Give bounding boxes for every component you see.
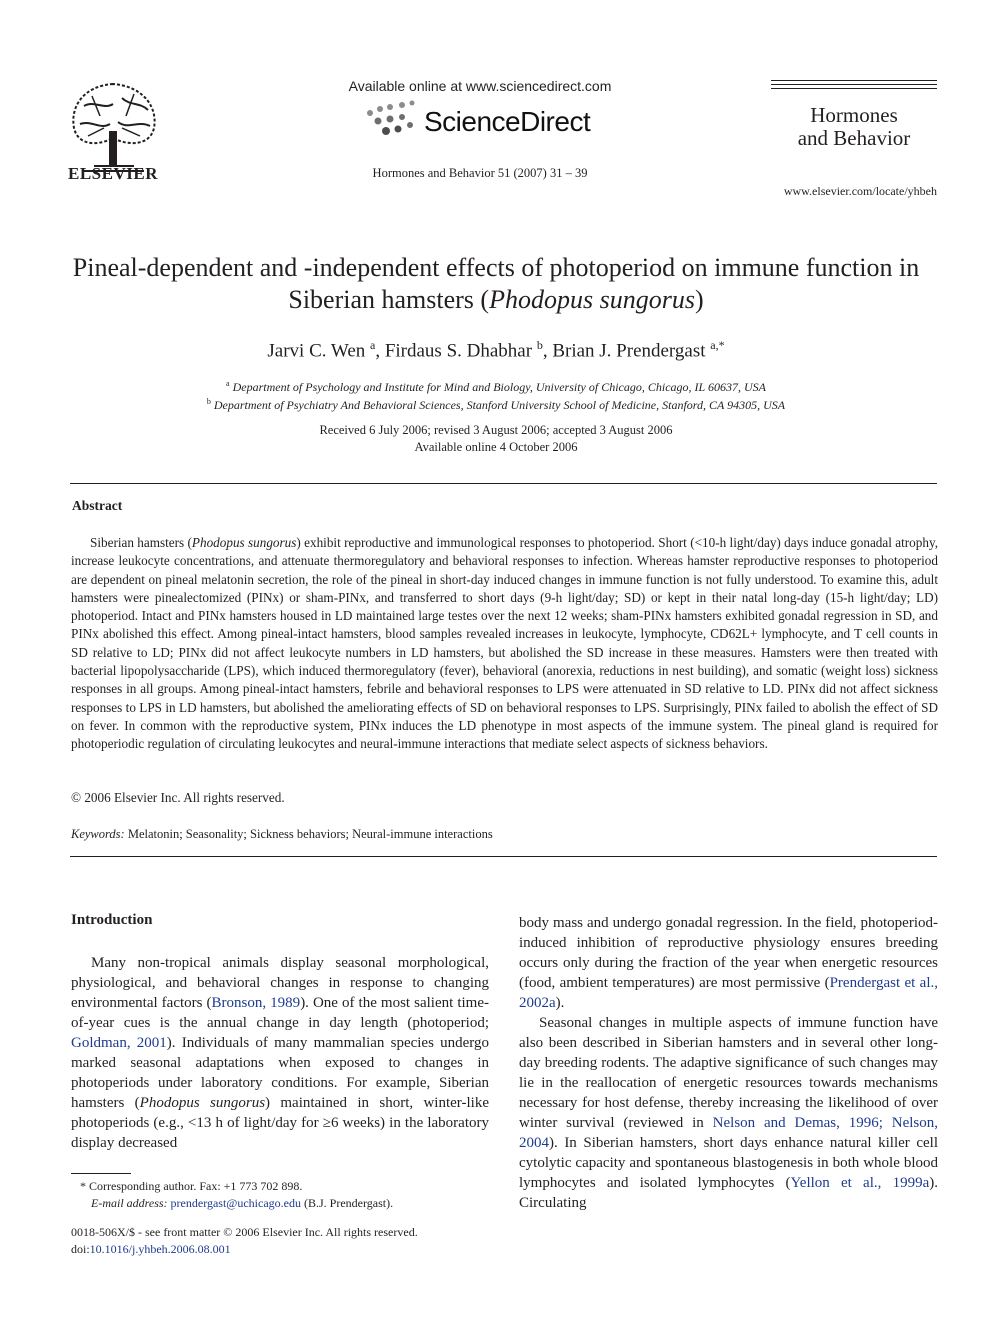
body-text: Many non-tropical animals display seasonal morphological, physiological, and behavioral changes in response to changing environmental factors ( xyxy=(71,955,489,1011)
body-text: ). Individuals of many mammalian species undergo marked seasonal adaptations when exposed to changes in photoperiods under laboratory conditions. For example, Siberian hamsters ( xyxy=(71,1035,489,1111)
author-affiliation-mark: a,* xyxy=(710,338,725,352)
citation-link[interactable]: Nelson and Demas, 1996; Nelson, 2004 xyxy=(519,1115,938,1151)
author-affiliation-mark: a xyxy=(370,338,376,352)
body-text: body mass and undergo gonadal regression. In the field, photoperiod-induced inhibition of reproductive physiology ensures breeding occurs only during the fraction of the year when energetic resources (food, ambient temperatures) are most permissive ( xyxy=(519,915,938,991)
affiliation-text: Department of Psychology and Institute for Mind and Biology, University of Chicago, Chicago, IL 60637, USA xyxy=(232,380,766,394)
abstract-body xyxy=(71,534,938,754)
citation-link[interactable]: Bronson, 1989 xyxy=(211,995,301,1011)
abstract-copyright: © 2006 Elsevier Inc. All rights reserved. xyxy=(71,790,285,805)
keywords-list: Melatonin; Seasonality; Sickness behaviors; Neural-immune interactions xyxy=(127,827,493,841)
corresponding-author-note: * Corresponding author. Fax: +1 773 702 898. xyxy=(80,1179,303,1193)
title-text-2: ) xyxy=(694,285,704,314)
affiliation-text: Department of Psychiatry And Behavioral Sciences, Stanford University School of Medicine, Stanford, CA 94305, USA xyxy=(213,398,786,412)
citation-link[interactable]: Yellon et al., 1999a xyxy=(790,1175,930,1191)
body-text: ). xyxy=(555,995,565,1011)
journal-citation: Hormones and Behavior 51 (2007) 31 – 39 xyxy=(372,166,588,180)
citation-link[interactable]: Goldman, 2001 xyxy=(71,1035,167,1051)
keywords xyxy=(71,827,493,842)
journal-url[interactable]: www.elsevier.com/locate/yhbeh xyxy=(783,184,937,198)
body-species: Phodopus sungorus xyxy=(139,1095,266,1111)
email-suffix: (B.J. Prendergast). xyxy=(301,1196,394,1210)
abstract-text: Siberian hamsters ( xyxy=(90,535,192,550)
doi-line xyxy=(71,1242,231,1257)
footnote-rule xyxy=(71,1173,131,1174)
available-online-text: Available online at www.sciencedirect.com xyxy=(348,78,612,94)
body-text: ). In Siberian hamsters, short days enhance natural killer cell cytolytic capacity and spontaneous blastogenesis in both whole blood lymphocytes and isolated lymphocytes ( xyxy=(519,1135,938,1191)
author-name[interactable]: Jarvi C. Wen xyxy=(267,340,366,362)
body-column-left xyxy=(71,953,489,1153)
sciencedirect-dots-icon xyxy=(364,99,424,139)
article-title xyxy=(60,252,932,316)
title-text-1: Pineal-dependent and -independent effects of photoperiod on immune function in Siberian hamsters ( xyxy=(72,253,920,314)
front-matter-note: 0018-506X/$ - see front matter © 2006 Elsevier Inc. All rights reserved. xyxy=(71,1225,418,1239)
body-text: ) maintained in short, winter-like photoperiods (e.g., <13 h of light/day for ≥6 weeks) in the laboratory display decreased xyxy=(71,1095,489,1151)
body-text: ). One of the most salient time-of-year cues is the annual change in day length (photoperiod; xyxy=(71,995,489,1031)
journal-title-line1: Hormones xyxy=(810,103,898,127)
journal-title-rules xyxy=(771,80,937,92)
affiliation xyxy=(60,397,932,413)
publisher-logo-word: ELSEVIER xyxy=(68,164,158,183)
received-dates: Received 6 July 2006; revised 3 August 2006; accepted 3 August 2006 xyxy=(319,423,673,437)
body-text: Seasonal changes in multiple aspects of immune function have also been described in Siberian hamsters and in several other long-day breeding rodents. The adaptive significance of such changes may lie in the reallocation of energetic resources towards mechanisms necessary for host defense, thereby increasing the likelihood of over winter survival (reviewed in xyxy=(519,1015,938,1131)
author-name[interactable]: Brian J. Prendergast xyxy=(552,340,706,362)
email-label: E-mail address: xyxy=(91,1196,168,1210)
body-paragraph xyxy=(519,913,938,1013)
keywords-label: Keywords: xyxy=(71,827,125,841)
divider xyxy=(70,483,937,484)
citation-link[interactable]: Prendergast et al., 2002a xyxy=(519,975,938,1011)
available-online-date: Available online 4 October 2006 xyxy=(414,440,578,454)
title-species: Phodopus sungorus xyxy=(489,285,695,314)
author-affiliation-mark: b xyxy=(536,338,543,352)
affiliation xyxy=(60,379,932,395)
affiliation-mark: b xyxy=(206,397,211,406)
sciencedirect-wordmark: ScienceDirect xyxy=(424,106,591,137)
affiliation-mark: a xyxy=(226,379,230,388)
divider xyxy=(70,856,937,857)
email-note xyxy=(91,1196,393,1211)
abstract-heading: Abstract xyxy=(72,498,123,513)
body-column-right xyxy=(519,913,938,1213)
journal-title-line2: and Behavior xyxy=(797,126,911,150)
section-heading-introduction: Introduction xyxy=(71,912,153,928)
body-text: ). Circulating xyxy=(519,1175,938,1211)
author-list: Jarvi C. Wen $^a$, Firdaus S. Dhabhar $^b$, Brian J. Prendergast $^{a,*}$ xyxy=(267,338,725,362)
journal-title xyxy=(771,104,937,150)
abstract-species: Phodopus sungorus xyxy=(191,535,297,550)
doi-link[interactable]: 10.1016/j.yhbeh.2006.08.001 xyxy=(89,1242,231,1256)
body-paragraph xyxy=(519,1013,938,1213)
abstract-text: ) exhibit reproductive and immunological responses to photoperiod. Short (<10-h light/day) days induce gonadal atrophy, increase leukocyte concentrations, and attenuate thermoregulatory and behavioral responses to infection. Whereas hamster reproductive responses to photoperiod are dependent on pineal melatonin secretion, the role of the pineal in short-day induced changes in immune function is not fully understood. To examine this, adult hamsters were pinealectomized (PINx) or sham-PINx, and transferred to short days (9-h light/day; SD) or kept in their natal long-day (15-h light/day; LD) photoperiod. Intact and PINx hamsters housed in LD maintained large testes over the next 12 weeks; sham-PINx hamsters exhibited gonadal regression in SD, and PINx abolished this effect. Among pineal-intact hamsters, blood samples revealed increases in leukocyte, lymphocyte, CD62L+ lymphocyte, and T cell counts in SD relative to LD; PINx did not affect leukocyte numbers in LD hamsters, but abolished the SD increase in these measures. Hamsters were then treated with bacterial lipopolysaccharide (LPS), which induced thermoregulatory (fever), behavioral (anorexia, reductions in nest building), and somatic (weight loss) sickness responses in all groups. Among pineal-intact hamsters, febrile and behavioral responses to LPS were attenuated in SD relative to LD. PINx did not affect sickness responses to LPS in LD hamsters, but abolished the ameliorating effects of SD on behavioral responses to LPS. Surprisingly, PINx failed to abolish the effect of SD on fever. In common with the reproductive system, PINx induces the LD phenotype in most aspects of the immune system. The pineal gland is required for photoperiodic regulation of circulating leukocytes and neural-immune interactions that mediate select aspects of sickness behaviors. xyxy=(71,535,938,752)
doi-label: doi: xyxy=(71,1242,90,1256)
email-link[interactable]: prendergast@uchicago.edu xyxy=(170,1196,301,1210)
author-name[interactable]: Firdaus S. Dhabhar xyxy=(384,340,533,362)
